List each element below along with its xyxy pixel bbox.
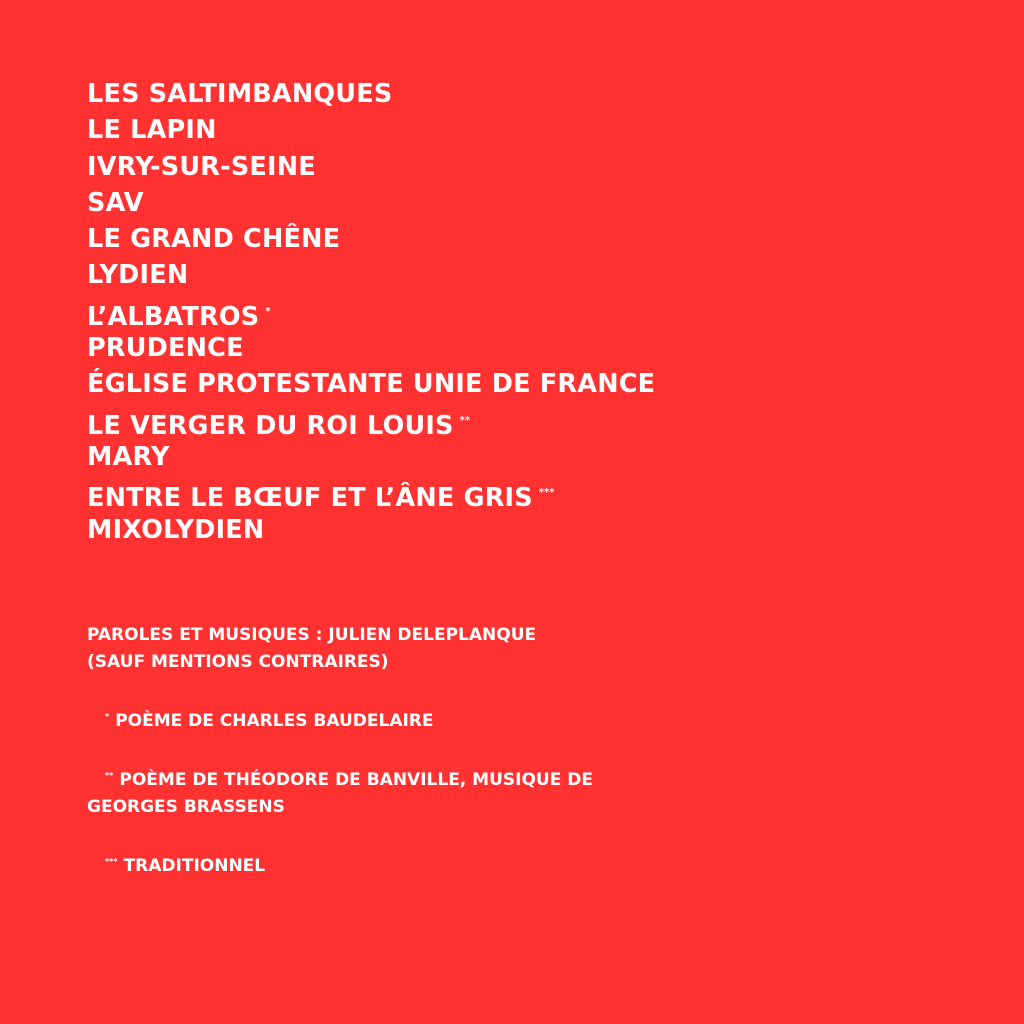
footnote-mark: ** bbox=[459, 414, 471, 426]
footnote-mark: *** bbox=[538, 487, 555, 499]
track-title-text: IVRY-SUR-SEINE bbox=[87, 151, 316, 182]
track-title bbox=[87, 366, 655, 402]
track-title bbox=[87, 149, 655, 185]
track-title-text: ENTRE LE BŒUF ET L’ÂNE GRIS bbox=[87, 483, 533, 514]
track-title-text: SAV bbox=[87, 187, 144, 218]
footnote-text: POÈME DE CHARLES BAUDELAIRE bbox=[115, 711, 434, 731]
track-list bbox=[87, 76, 655, 548]
track-title bbox=[87, 294, 655, 330]
credits-exceptions: (SAUF MENTIONS CONTRAIRES) bbox=[87, 652, 389, 672]
track-title bbox=[87, 76, 655, 112]
footnote-mark: *** bbox=[105, 857, 118, 866]
track-title bbox=[87, 257, 655, 293]
track-title-text: LES SALTIMBANQUES bbox=[87, 79, 393, 109]
footnote-text: TRADITIONNEL bbox=[123, 856, 266, 876]
track-title-text: LE VERGER DU ROI LOUIS bbox=[87, 410, 454, 441]
track-title-text: MIXOLYDIEN bbox=[87, 514, 265, 545]
footnote bbox=[87, 703, 947, 735]
track-title-text: ÉGLISE PROTESTANTE UNIE DE FRANCE bbox=[87, 369, 656, 400]
track-title-text: MARY bbox=[87, 441, 170, 472]
footnote bbox=[87, 848, 947, 880]
footnote-mark: ** bbox=[105, 771, 114, 780]
footnote-continuation: GEORGES BRASSENS bbox=[87, 797, 285, 817]
track-title-text: LE GRAND CHÊNE bbox=[87, 224, 341, 255]
track-title bbox=[87, 475, 655, 514]
track-title bbox=[87, 112, 655, 148]
footnote-text: POÈME DE THÉODORE DE BANVILLE, MUSIQUE DE bbox=[119, 770, 593, 790]
footnote-mark: * bbox=[105, 712, 110, 721]
track-title bbox=[87, 330, 655, 366]
track-title bbox=[87, 512, 655, 548]
track-title bbox=[87, 403, 655, 439]
track-title bbox=[87, 439, 655, 475]
footnote bbox=[87, 762, 947, 794]
credits bbox=[87, 622, 947, 880]
track-title bbox=[87, 221, 655, 257]
track-title-text: L’ALBATROS bbox=[87, 301, 260, 332]
track-title bbox=[87, 185, 655, 221]
track-title-text: LYDIEN bbox=[87, 260, 189, 291]
track-title-text: LE LAPIN bbox=[87, 115, 217, 146]
credits-authorship: PAROLES ET MUSIQUES : JULIEN DELEPLANQUE bbox=[87, 625, 537, 645]
track-title-text: PRUDENCE bbox=[87, 333, 244, 364]
footnote-mark: * bbox=[265, 305, 271, 317]
